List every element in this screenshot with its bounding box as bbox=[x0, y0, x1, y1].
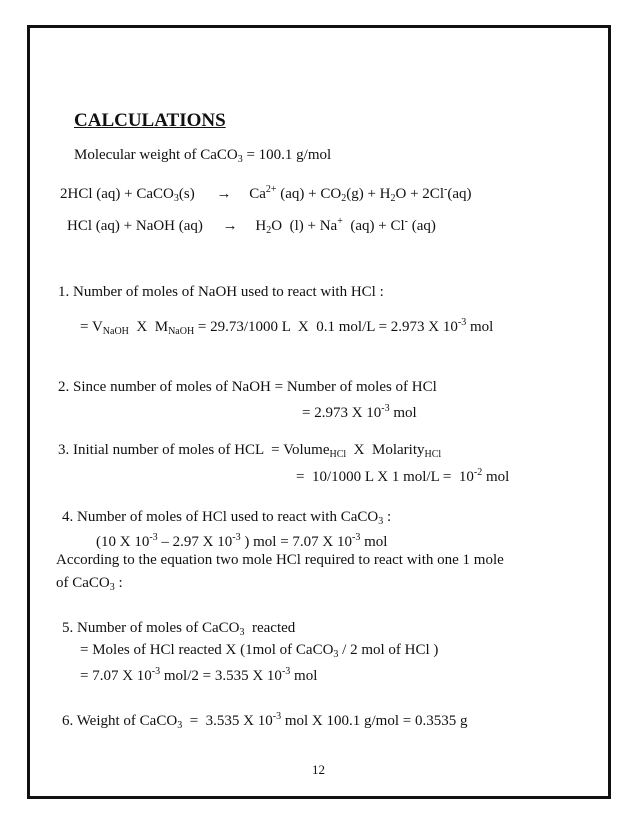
step-3-result: = 10/1000 L X 1 $mol/L = 10^{-2}$ mol bbox=[296, 467, 510, 485]
step-2-result: = 2.973 X $10^{-3}$ mol bbox=[302, 403, 417, 421]
step-5-title: 5. Number of moles of CaCO$_3$ reacted bbox=[62, 620, 296, 638]
step-1-calculation: = $V_{NaOH}$ X $M_{NaOH} = 29.73/1000$ L X 0.1 mol/L = 2.973 X $10^{-3}$ mol bbox=[80, 317, 494, 337]
step-4-note-continued: of CaCO$_3$ : bbox=[56, 575, 123, 593]
step-6-calculation: 6. Weight of CaCO$_3$ = 3.535 X $10^{-3}$ mol X 100.1 g/mol = 0.3535 g bbox=[62, 711, 468, 731]
step-1-title: 1. Number of moles of NaOH used to react with HCl : bbox=[58, 284, 384, 300]
step-4-title: 4. Number of moles of HCl used to react with CaCO$_3$ : bbox=[62, 509, 392, 527]
step-4-calculation: (10 X $10^{-3} - 2.97$ X $10^{-3}$ ) mol = 7.07 X $10^{-3}$ mol bbox=[96, 532, 388, 550]
step-3-title: 3. Initial number of moles of HCL = Volume$_{HCl}$ X Molarity$_{HCl}$ bbox=[58, 442, 442, 460]
page-number: 12 bbox=[312, 762, 325, 777]
reaction-arrow-icon: → bbox=[216, 186, 232, 202]
reaction-arrow-icon: → bbox=[222, 218, 238, 234]
step-4-note: According to the equation two mole HCl required to react with one 1 mole bbox=[56, 552, 504, 568]
step-5-formula: = Moles of HCl reacted X (1mol of CaCO$_3$ / 2 mol of HCl ) bbox=[80, 642, 439, 660]
section-heading: CALCULATIONS bbox=[74, 110, 226, 131]
step-5-result: = 7.07 X $10^{-3}$ mol/2 = 3.535 X $10^{-3}$ mol bbox=[80, 666, 318, 684]
molecular-weight-line: Molecular weight of CaCO$_3$ = 100.1 g/mol bbox=[74, 147, 332, 165]
reaction-equation-2: HCl (aq) + NaOH $(aq) \to H_2O$ (l) + Na+ (aq) + Cl- (aq) bbox=[67, 216, 436, 236]
reaction-equation-1: 2HCl (aq) + CaCO$_3$(s) → $Ca^{2+}$ $(aq) + CO_2(g) + H_2O + 2Cl^-(aq)$ bbox=[60, 184, 472, 204]
step-2-title: 2. Since number of moles of NaOH = Number of moles of HCl bbox=[58, 379, 437, 395]
